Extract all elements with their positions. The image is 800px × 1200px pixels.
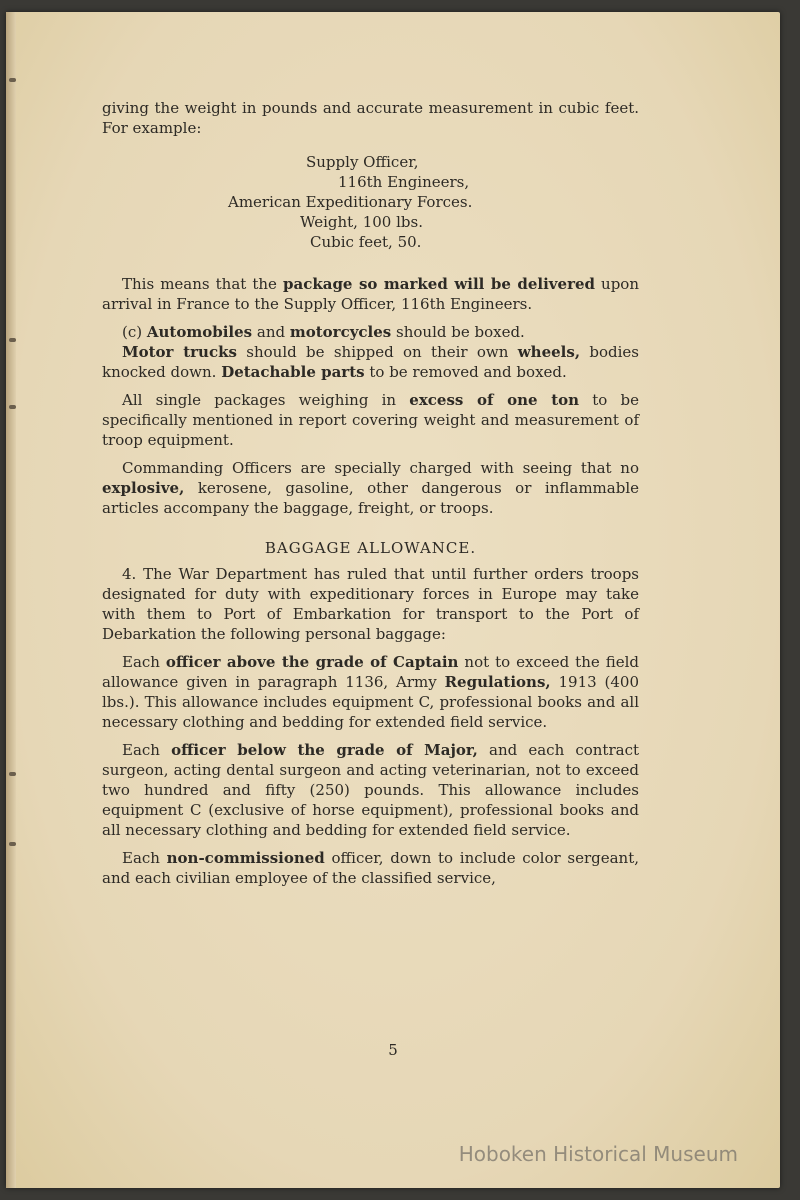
major-paragraph: Each officer below the grade of Major, and each contract surgeon, acting dental surgeon and acting veterinarian, not to exceed two hundred and fifty (250) pounds. This allowance includes equipment C (exclusive of horse equipment), professional books and all necessary clothing and bedding for extended field service.: [102, 741, 640, 839]
binding-staple: [9, 338, 16, 342]
document-page: [6, 12, 780, 1188]
motor-trucks-paragraph: Motor trucks should be shipped on their own wheels, bodies knocked down. Detachable parts to be removed and boxed.: [102, 343, 639, 381]
commanding-officers-paragraph: Commanding Officers are specially charged with seeing that no explosive, kerosene, gasoline, other dangerous or inflammable articles accompany the baggage, freight, or troops.: [102, 459, 639, 517]
intro-paragraph: giving the weight in pounds and accurate measurement in cubic feet. For example:: [102, 99, 639, 137]
body-text: [102, 98, 639, 896]
binding-staple: [9, 78, 16, 82]
address-line: Cubic feet, 50.: [310, 233, 422, 251]
single-packages-paragraph: All single packages weighing in excess of one ton to be specifically mentioned in report covering weight and measurement of troop equipment.: [102, 391, 639, 449]
war-department-paragraph: 4. The War Department has ruled that until further orders troops designated for duty with expeditionary forces in Europe may take with them to Port of Embarkation for transport to the Port of Debarkation the following personal baggage:: [102, 565, 639, 643]
section-heading: BAGGAGE ALLOWANCE.: [264, 539, 477, 557]
address-line: Weight, 100 lbs.: [300, 213, 423, 231]
page-binding: [6, 12, 16, 1188]
address-example: [102, 152, 639, 252]
means-paragraph: This means that the package so marked will be delivered upon arrival in France to the Supply Officer, 116th Engineers.: [102, 275, 640, 313]
address-line: American Expeditionary Forces.: [228, 193, 473, 211]
page-number: 5: [388, 1041, 398, 1059]
automobiles-paragraph: (c) Automobiles and motorcycles should be boxed.: [122, 323, 525, 341]
watermark: Hoboken Historical Museum: [458, 1142, 738, 1166]
binding-staple: [9, 772, 16, 776]
binding-staple: [9, 842, 16, 846]
nco-paragraph: Each non-commissioned officer, down to include color sergeant, and each civilian employee of the classified service,: [102, 849, 639, 887]
binding-staple: [9, 405, 16, 409]
address-line: Supply Officer,: [306, 153, 419, 171]
address-line: 116th Engineers,: [338, 173, 470, 191]
captain-paragraph: Each officer above the grade of Captain not to exceed the field allowance given in paragraph 1136, Army Regulations, 1913 (400 lbs.). This allowance includes equipment C, professional books and all necessary clothing and bedding for extended field service.: [102, 653, 639, 731]
